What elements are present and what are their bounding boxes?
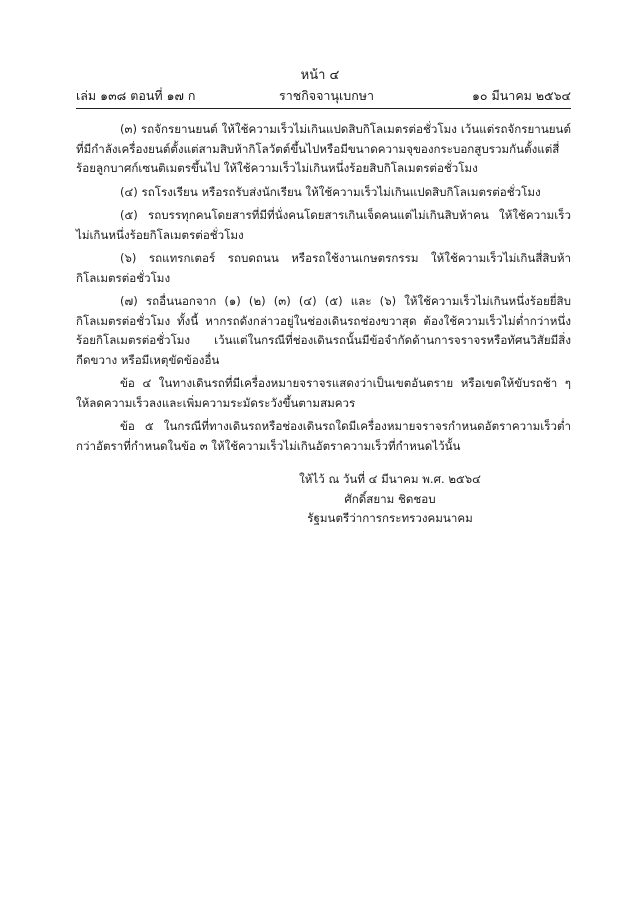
clause-6: (๖) รถแทรกเตอร์ รถบดถนน หรือรถใช้งานเกษตรกรรม ให้ใช้ความเร็วไม่เกินสี่สิบห้ากิโลเมตรต่อชั่วโมง (76, 251, 571, 285)
gazette-header (76, 86, 571, 104)
volume-issue: เล่ม ๑๓๘ ตอนที่ ๑๗ ก (76, 88, 196, 103)
clause-3: (๓) รถจักรยานยนต์ ให้ใช้ความเร็วไม่เกินแปดสิบกิโลเมตรต่อชั่วโมง เว้นแต่รถจักรยานยนต์ที่มีกำลังเครื่องยนต์ตั้งแต่สามสิบห้ากิโลวัตต์ขึ้นไปหรือมีขนาดความจุของกระบอกสูบรวมกันตั้งแต่สี่ร้อยลูกบาศก์เซนติเมตรขึ้นไป ให้ใช้ความเร็วไม่เกินหนึ่งร้อยสิบกิโลเมตรต่อชั่วโมง (76, 122, 571, 175)
publication-title: ราชกิจจานุเบกษา (279, 88, 375, 103)
clause-5: (๕) รถบรรทุกคนโดยสารที่มีที่นั่งคนโดยสารเกินเจ็ดคนแต่ไม่เกินสิบห้าคน ให้ใช้ความเร็วไม่เกินหนึ่งร้อยกิโลเมตรต่อชั่วโมง (76, 208, 571, 242)
publication-date: ๑๐ มีนาคม ๒๕๖๔ (471, 88, 571, 103)
article-5: ข้อ ๕ ในกรณีที่ทางเดินรถหรือช่องเดินรถใดมีเครื่องหมายจราจรกำหนดอัตราความเร็วต่ำกว่าอัตราที่กำหนดในข้อ ๓ ให้ใช้ความเร็วไม่เกินอัตราความเร็วที่กำหนดไว้นั้น (76, 419, 571, 453)
page-number: หน้า ๔ (300, 68, 340, 83)
document-body (76, 120, 571, 460)
header-rule (76, 108, 571, 109)
signatory-name: ศักดิ์สยาม ชิดชอบ (344, 491, 436, 506)
article-4: ข้อ ๔ ในทางเดินรถที่มีเครื่องหมายจราจรแสดงว่าเป็นเขตอันตราย หรือเขตให้ขับรถช้า ๆ ให้ลดความเร็วลงและเพิ่มความระมัดระวังขึ้นตามสมควร (76, 376, 571, 410)
given-date: ให้ไว้ ณ วันที่ ๔ มีนาคม พ.ศ. ๒๕๖๔ (299, 472, 481, 486)
clause-4: (๔) รถโรงเรียน หรือรถรับส่งนักเรียน ให้ใช้ความเร็วไม่เกินแปดสิบกิโลเมตรต่อชั่วโมง (120, 184, 541, 199)
clause-7: (๗) รถอื่นนอกจาก (๑) (๒) (๓) (๔) (๕) และ (๖) ให้ใช้ความเร็วไม่เกินหนึ่งร้อยยี่สิบกิโลเมตรต่อชั่วโมง ทั้งนี้ หากรถดังกล่าวอยู่ในช่องเดินรถช่องขวาสุด ต้องใช้ความเร็วไม่ต่ำกว่าหนึ่งร้อยกิโลเมตรต่อชั่วโมง เว้นแต่ในกรณีที่ช่องเดินรถนั้นมีข้อจำกัดด้านการจราจรหรือทัศนวิสัยมีสิ่งกีดขวาง หรือมีเหตุขัดข้องอื่น (76, 294, 571, 367)
signature-block (270, 470, 510, 529)
signatory-position: รัฐมนตรีว่าการกระทรวงคมนาคม (307, 511, 473, 525)
